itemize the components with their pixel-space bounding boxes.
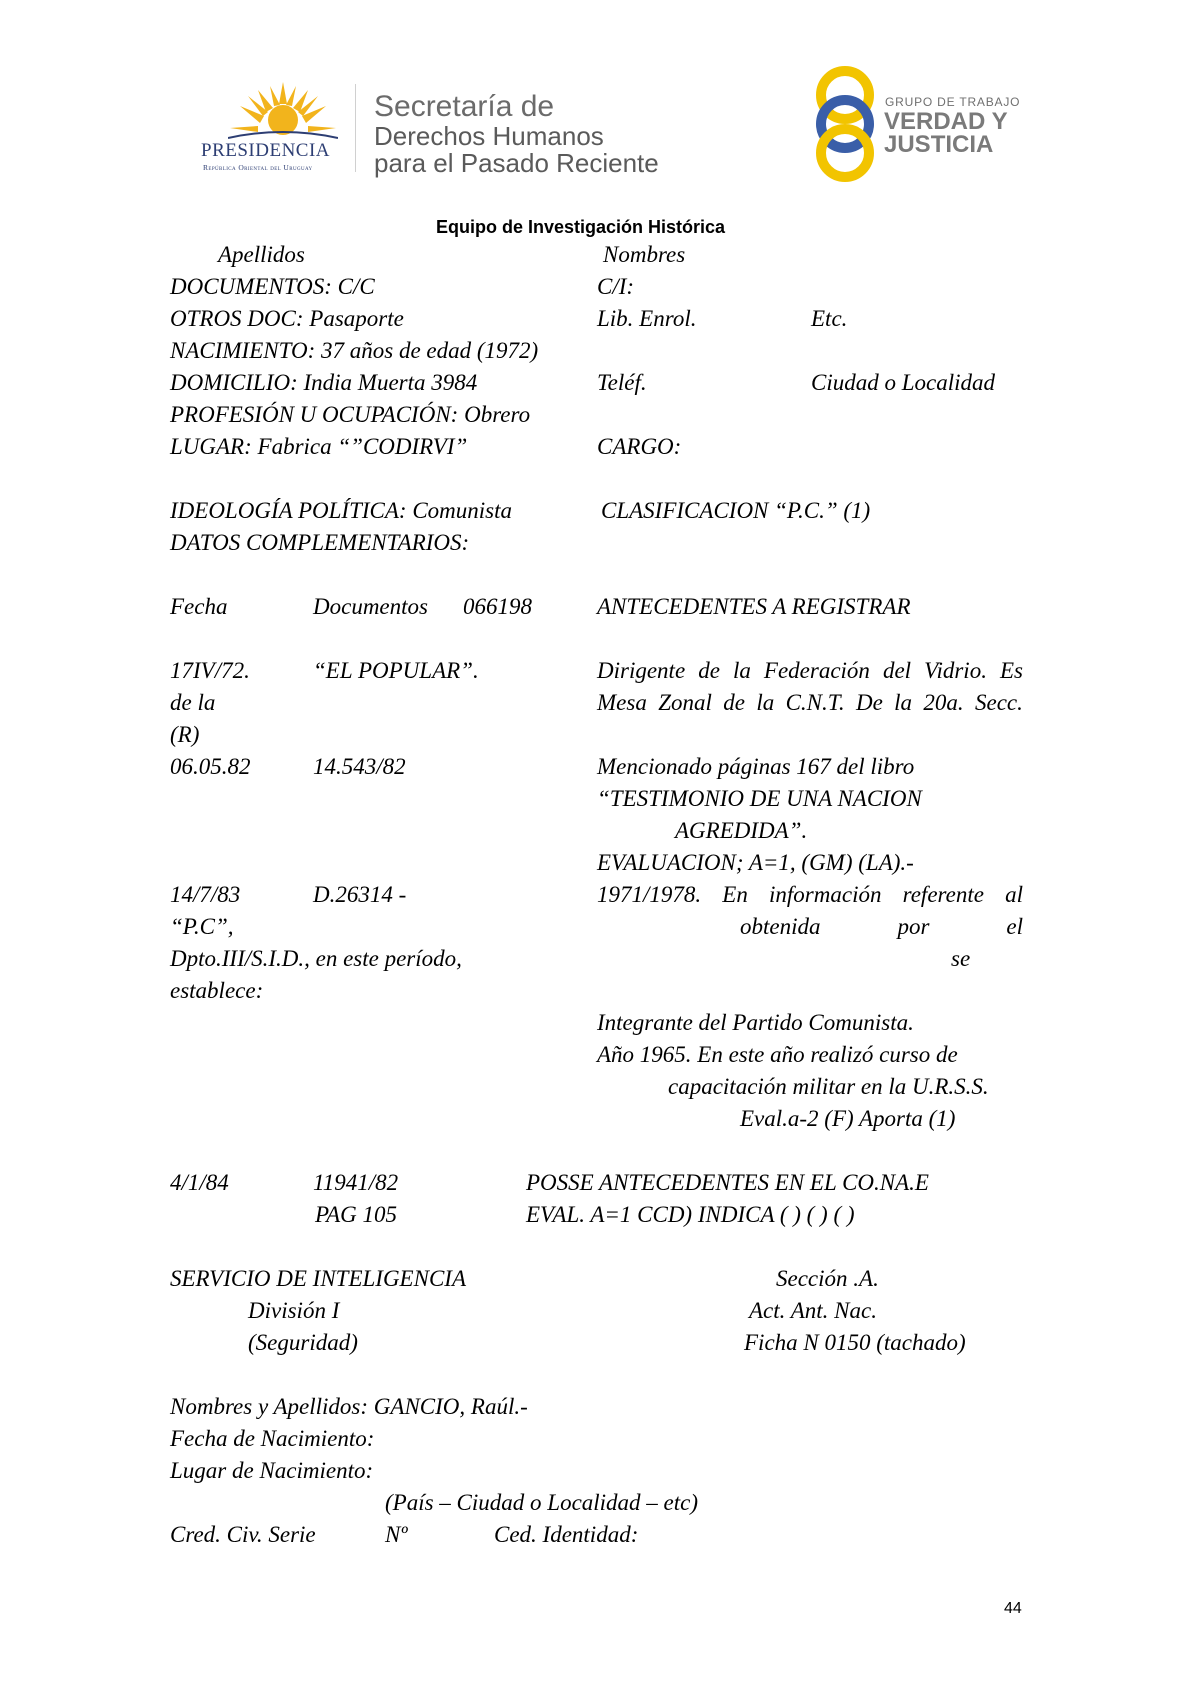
telef-field: Teléf.: [597, 370, 647, 395]
nombres-apellidos: Nombres y Apellidos: GANCIO, Raúl.-: [170, 1394, 528, 1419]
word: de: [723, 690, 745, 715]
row4-documento-page: PAG 105: [315, 1202, 397, 1227]
word: Dirigente: [597, 658, 686, 683]
ideologia-field: IDEOLOGÍA POLÍTICA: Comunista: [170, 498, 513, 523]
clasificacion-field: CLASIFICACION “P.C.” (1): [601, 498, 871, 523]
row3-antecedente-line2: [740, 915, 1023, 938]
word: Mesa: [597, 690, 647, 715]
word: Federación: [763, 658, 870, 683]
row1-antecedente-line2: [597, 691, 1023, 714]
apellidos-label: Apellidos: [218, 242, 305, 267]
verdad-justicia-rings-logo: [812, 62, 878, 186]
word: Es: [1000, 658, 1023, 683]
presidencia-subtitle: República Oriental del Uruguay: [203, 163, 313, 172]
row3-antecedente-line4: Integrante del Partido Comunista.: [597, 1010, 914, 1035]
etc-field: Etc.: [811, 306, 848, 331]
page-number: 44: [1004, 1600, 1022, 1617]
row3-left-line3: Dpto.III/S.I.D., en este período,: [170, 946, 462, 971]
division: División I: [248, 1298, 340, 1323]
pais-ciudad-hint: (País – Ciudad o Localidad – etc): [385, 1490, 699, 1515]
profesion-field: PROFESIÓN U OCUPACIÓN: Obrero: [170, 402, 531, 427]
cred-civ-serie: Cred. Civ. Serie: [170, 1522, 316, 1547]
row1-fecha: 17IV/72.: [170, 658, 250, 683]
word: obtenida: [740, 914, 821, 939]
lugar-nacimiento: Lugar de Nacimiento:: [170, 1458, 374, 1483]
seguridad: (Seguridad): [248, 1330, 358, 1355]
documentos-header: Documentos: [313, 594, 428, 619]
documentos-number: 066198: [463, 594, 532, 619]
word: de: [698, 658, 720, 683]
row3-antecedente-line6: capacitación militar en la U.R.S.S.: [668, 1074, 989, 1099]
secretaria-line-3: para el Pasado Reciente: [374, 148, 659, 178]
word: al: [1005, 882, 1023, 907]
documentos-field: DOCUMENTOS: C/C: [170, 274, 375, 299]
ci-field: C/I:: [597, 274, 635, 299]
cargo-field: CARGO:: [597, 434, 682, 459]
row4-antecedente-line1: POSSE ANTECEDENTES EN EL CO.NA.E: [526, 1170, 929, 1195]
word: el: [1006, 914, 1023, 939]
row2-evaluacion: EVALUACION; A=1, (GM) (LA).-: [597, 850, 914, 875]
presidencia-sun-logo: [228, 82, 338, 144]
datos-complementarios-field: DATOS COMPLEMENTARIOS:: [170, 530, 470, 555]
nombres-label: Nombres: [603, 242, 686, 267]
word: De: [855, 690, 883, 715]
word: del: [882, 658, 912, 683]
word: referente: [902, 882, 984, 907]
numero-label: Nº: [385, 1522, 408, 1547]
row3-left-line2: “P.C”,: [170, 914, 234, 939]
fecha-nacimiento: Fecha de Nacimiento:: [170, 1426, 375, 1451]
nacimiento-field: NACIMIENTO: 37 años de edad (1972): [170, 338, 539, 363]
presidencia-text: PRESIDENCIA: [201, 140, 331, 161]
word: la: [894, 690, 913, 715]
verdad-y-text: VERDAD Y: [884, 108, 1008, 135]
antecedentes-header: ANTECEDENTES A REGISTRAR: [597, 594, 911, 619]
act-ant-nac: Act. Ant. Nac.: [749, 1298, 877, 1323]
row3-antecedente-line3: se: [951, 946, 971, 971]
ficha-numero: Ficha N 0150 (tachado): [744, 1330, 966, 1355]
otros-doc-field: OTROS DOC: Pasaporte: [170, 306, 404, 331]
row3-fecha: 14/7/83: [170, 882, 241, 907]
row2-fecha: 06.05.82: [170, 754, 251, 779]
row2-documento: 14.543/82: [313, 754, 406, 779]
secretaria-line-1: Secretaría de: [374, 90, 555, 123]
row1-documento: “EL POPULAR”.: [313, 658, 479, 683]
row4-fecha: 4/1/84: [170, 1170, 229, 1195]
row4-documento: 11941/82: [313, 1170, 399, 1195]
word: 1971/1978.: [597, 882, 702, 907]
word: la: [756, 690, 775, 715]
equipo-title: Equipo de Investigación Histórica: [436, 217, 726, 237]
row1-fecha-line3: (R): [170, 722, 200, 747]
lib-enrol-field: Lib. Enrol.: [597, 306, 697, 331]
servicio-inteligencia: SERVICIO DE INTELIGENCIA: [170, 1266, 467, 1291]
word: por: [897, 914, 930, 939]
justicia-text: JUSTICIA: [884, 131, 994, 158]
word: C.N.T.: [785, 690, 845, 715]
row3-left-line4: establece:: [170, 978, 264, 1003]
word: Zonal: [658, 690, 712, 715]
grupo-trabajo-text: GRUPO DE TRABAJO: [885, 95, 1021, 109]
word: Vidrio.: [924, 658, 987, 683]
lugar-field: LUGAR: Fabrica “”CODIRVI”: [170, 434, 468, 459]
word: información: [769, 882, 882, 907]
row3-antecedente-line1: [597, 883, 1023, 906]
row1-antecedente-line1: [597, 659, 1023, 682]
row2-antecedente-line2: “TESTIMONIO DE UNA NACION: [597, 786, 922, 811]
row4-antecedente-line2: EVAL. A=1 CCD) INDICA ( ) ( ) ( ): [526, 1202, 855, 1227]
ced-identidad: Ced. Identidad:: [494, 1522, 639, 1547]
row2-antecedente-line3: AGREDIDA”.: [675, 818, 808, 843]
word: la: [732, 658, 751, 683]
domicilio-field: DOMICILIO: India Muerta 3984: [170, 370, 478, 395]
word: 20a.: [923, 690, 964, 715]
secretaria-line-2: Derechos Humanos: [374, 121, 604, 151]
seccion: Sección .A.: [776, 1266, 879, 1291]
row3-evaluacion: Eval.a-2 (F) Aporta (1): [740, 1106, 956, 1131]
row1-fecha-line2: de la: [170, 690, 216, 715]
word: Secc.: [975, 690, 1023, 715]
fecha-header: Fecha: [170, 594, 228, 619]
word: En: [722, 882, 748, 907]
row2-antecedente-line1: Mencionado páginas 167 del libro: [597, 754, 915, 779]
header-divider: [355, 84, 356, 172]
ciudad-field: Ciudad o Localidad: [811, 370, 996, 395]
row3-documento: D.26314 -: [313, 882, 407, 907]
row3-antecedente-line5: Año 1965. En este año realizó curso de: [597, 1042, 958, 1067]
